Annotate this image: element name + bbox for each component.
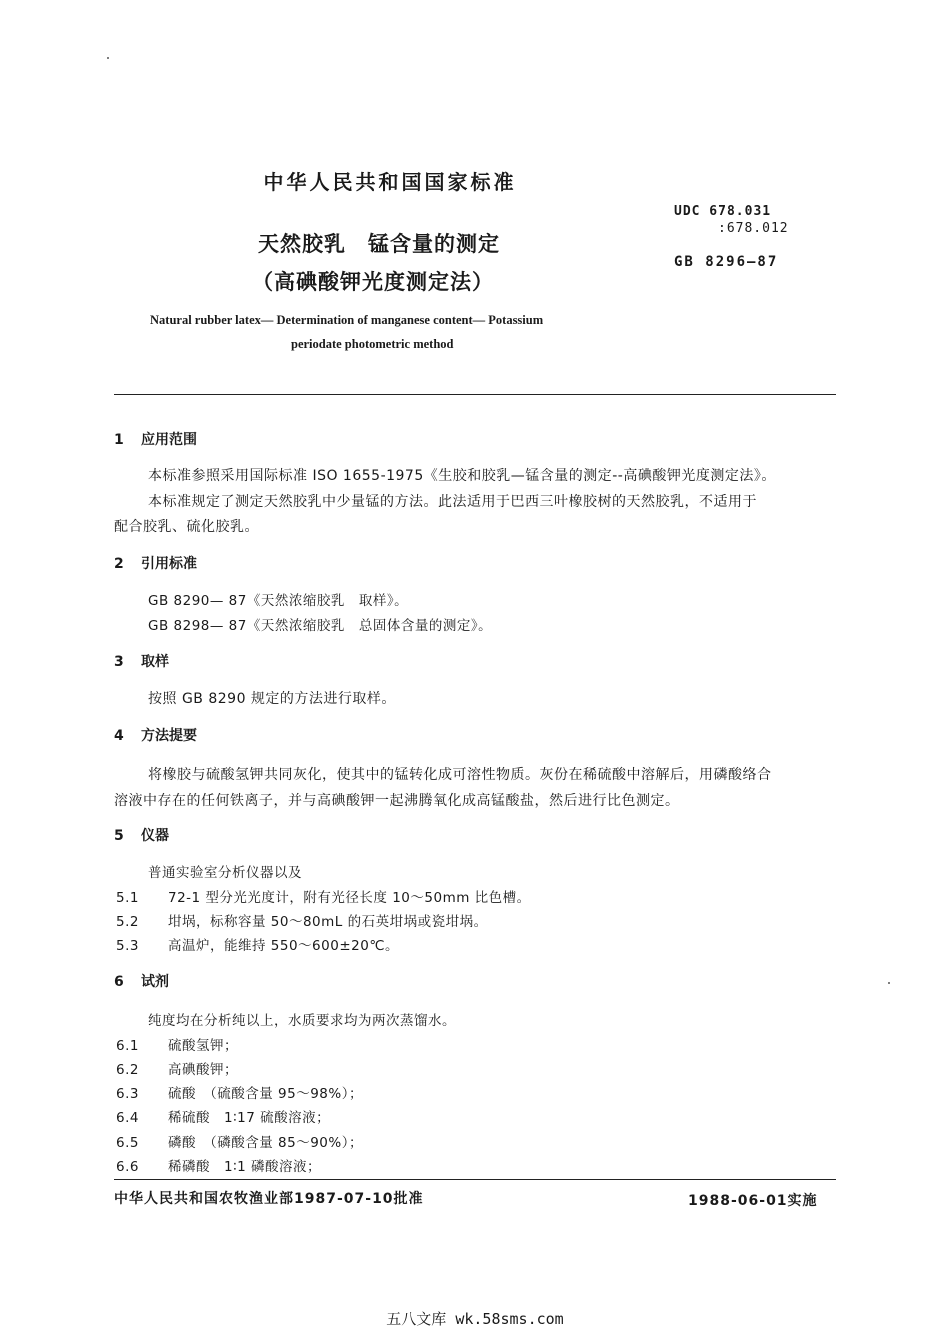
section-6-heading xyxy=(114,971,169,991)
udc-code-line1: UDC 678.031 xyxy=(674,204,772,219)
list-item xyxy=(116,934,399,954)
item-number: 6.3 xyxy=(116,1086,139,1102)
list-item xyxy=(116,910,488,930)
section-6-intro: 纯度均在分析纯以上，水质要求均为两次蒸馏水。 xyxy=(148,1013,456,1029)
reference-standard-1: GB 8290— 87《天然浓缩胶乳 取样》。 xyxy=(148,593,409,609)
gb-standard-code: GB 8296—87 xyxy=(674,254,779,270)
section-title: 方法提要 xyxy=(141,728,197,744)
section-title: 试剂 xyxy=(141,974,169,990)
english-title-line2: periodate photometric method xyxy=(291,337,454,351)
effective-date-line: 1988-06-01实施 xyxy=(688,1193,818,1209)
english-title-line1: Natural rubber latex— Determination of manganese content— Potassium xyxy=(150,313,544,327)
section-1-paragraph-2a: 本标准规定了测定天然胶乳中少量锰的方法。此法适用于巴西三叶橡胶树的天然胶乳，不适用于 xyxy=(148,494,757,510)
document-subtitle: （高碘酸钾光度测定法） xyxy=(252,270,494,294)
item-number: 6.6 xyxy=(116,1159,139,1175)
list-item xyxy=(116,886,531,906)
section-4-paragraph-b: 溶液中存在的任何铁离子，并与高碘酸钾一起沸腾氧化成高锰酸盐，然后进行比色测定。 xyxy=(114,793,680,809)
item-text: 高温炉，能维持 550～600±20℃。 xyxy=(168,938,399,954)
item-text: 高碘酸钾； xyxy=(168,1062,238,1078)
list-item xyxy=(116,1058,238,1078)
item-number: 5.1 xyxy=(116,890,139,906)
section-1-paragraph-1: 本标准参照采用国际标准 ISO 1655-1975《生胶和胶乳—锰含量的测定--高碘酸钾光度测定法》。 xyxy=(148,468,776,484)
scan-speck xyxy=(888,982,890,984)
section-2-heading xyxy=(114,553,197,573)
reference-standard-2: GB 8298— 87《天然浓缩胶乳 总固体含量的测定》。 xyxy=(148,618,493,634)
section-4-heading xyxy=(114,725,197,745)
item-number: 6.4 xyxy=(116,1110,139,1126)
item-text: 稀磷酸 1∶1 磷酸溶液； xyxy=(168,1159,321,1175)
section-number: 4 xyxy=(114,728,124,744)
footer-divider xyxy=(114,1179,836,1180)
list-item xyxy=(116,1155,321,1175)
item-number: 6.2 xyxy=(116,1062,139,1078)
item-text: 72-1 型分光光度计，附有光径长度 10～50mm 比色槽。 xyxy=(168,890,531,906)
section-number: 2 xyxy=(114,556,124,572)
item-text: 坩埚，标称容量 50～80mL 的石英坩埚或瓷坩埚。 xyxy=(168,914,488,930)
site-watermark: 五八文库 wk.58sms.com xyxy=(386,1310,564,1328)
item-text: 磷酸 （磷酸含量 85～90%）； xyxy=(168,1135,363,1151)
list-item xyxy=(116,1082,363,1102)
document-title: 天然胶乳 锰含量的测定 xyxy=(258,232,500,256)
section-3-paragraph: 按照 GB 8290 规定的方法进行取样。 xyxy=(148,691,396,707)
section-number: 6 xyxy=(114,974,124,990)
section-1-heading xyxy=(114,429,197,449)
scan-speck xyxy=(107,57,109,59)
udc-code-line2: :678.012 xyxy=(718,221,789,236)
item-number: 5.3 xyxy=(116,938,139,954)
section-5-intro: 普通实验室分析仪器以及 xyxy=(148,865,302,881)
section-3-heading xyxy=(114,651,169,671)
section-4-paragraph-a: 将橡胶与硫酸氢钾共同灰化，使其中的锰转化成可溶性物质。灰份在稀硫酸中溶解后，用磷酸络合 xyxy=(148,767,772,783)
top-divider xyxy=(114,394,836,395)
list-item xyxy=(116,1106,330,1126)
section-1-paragraph-2b: 配合胶乳、硫化胶乳。 xyxy=(114,519,259,535)
section-number: 3 xyxy=(114,654,124,670)
list-item xyxy=(116,1131,363,1151)
item-text: 硫酸 （硫酸含量 95～98%）； xyxy=(168,1086,363,1102)
item-text: 稀硫酸 1∶17 硫酸溶液； xyxy=(168,1110,331,1126)
item-number: 5.2 xyxy=(116,914,139,930)
section-title: 引用标准 xyxy=(141,556,197,572)
section-title: 仪器 xyxy=(141,828,169,844)
section-number: 5 xyxy=(114,828,124,844)
item-number: 6.1 xyxy=(116,1038,139,1054)
section-title: 应用范围 xyxy=(141,432,197,448)
section-number: 1 xyxy=(114,432,124,448)
item-text: 硫酸氢钾； xyxy=(168,1038,238,1054)
item-number: 6.5 xyxy=(116,1135,139,1151)
section-5-heading xyxy=(114,825,169,845)
section-title: 取样 xyxy=(141,654,169,670)
approval-line: 中华人民共和国农牧渔业部1987-07-10批准 xyxy=(114,1191,424,1207)
list-item xyxy=(116,1034,238,1054)
national-standard-header: 中华人民共和国国家标准 xyxy=(263,170,517,194)
